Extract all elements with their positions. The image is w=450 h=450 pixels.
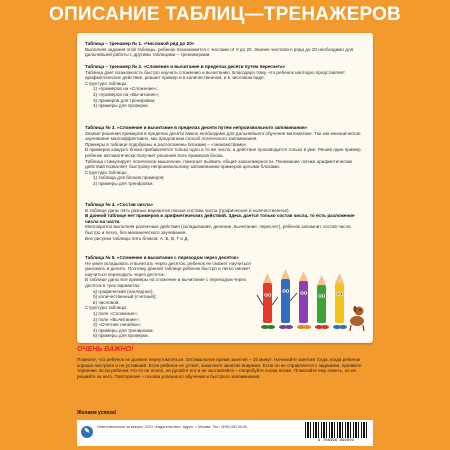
publisher-logo-icon: ✎ (81, 426, 93, 438)
section-5-variant: б) количественный (счетный); (93, 294, 157, 300)
publisher-info: Ответственность за выпуск: ООО «Издательство». Адрес: г. Москва. Тел.: (495) 000-00-00. (97, 425, 249, 429)
section-5-item: 2) поле «Вычитание»; (93, 316, 140, 322)
footer (77, 420, 373, 446)
section-2-heading: Таблица – тренажер № 2. «Сложение и вычитание в пределах десяти путем пересчета» (85, 64, 286, 69)
purple-crayon-character (297, 271, 311, 329)
important-heading: ОЧЕНЬ ВАЖНО! (77, 346, 134, 353)
section-4-text-3: Все рисунки таблицы пять блоков: А, Б, В, Г и Д. (85, 235, 189, 241)
barcode-icon (305, 422, 367, 438)
section-4-bold-text: В данной таблице нет примеров и арифметических действий. Здесь дается только состав числа, то есть разложение числа на части. (85, 213, 355, 224)
dog-character (350, 306, 364, 331)
section-2-list-title: Структура таблицы: (85, 80, 128, 86)
section-5-variant: а) графический (наглядное); (93, 288, 154, 294)
section-4-text-2: Многократно выполняя различные действия (складывание, деление, вычитание, пересчет), ребенок запомнит состав числа быстро и легко, без механического заучивания. (85, 224, 351, 235)
closing-wish: Желаем успеха! (77, 410, 117, 416)
description-sheet (77, 33, 373, 343)
section-2-item: 1) «примеров на «Сложение»; (93, 86, 158, 92)
section-3-heading: Таблица № 3. «Сложение и вычитание в пределах десяти путем непроизвольного запоминания» (85, 125, 308, 130)
section-2-text: Таблица дает возможность быстро научить сложению и вычитанию. Благодаря тому, что ребенок наглядно представляет арифметическое действие, решает пример и в количественном, и в числовом виде. (85, 69, 345, 81)
section-table-2 (85, 64, 365, 109)
section-table-3 (85, 125, 365, 187)
section-4-text: В таблице даны пять разных вариантов показа состава числа (графическое и количественное). (85, 207, 290, 213)
section-3-text-4: Таблица стимулирует логическое мышление, помогает выявить общие закономерности. Понимание логики арифметических действий позволяет быстрому непроизвольному запоминанию примеров целыми блоками. (85, 158, 353, 170)
section-3-text-3: В примерах каждого блока прибавляется только одно и то же число, а действие производится только в уме. Решив один пример, ребенок автоматически получает решения всех примеров блока. (85, 147, 362, 158)
section-1-text: Выполняя задания этой таблицы, ребенок познакомится с числами от 0 до 20. Знание числового ряда до 20 необходимо для дальнейшей работы с другими таблицами – тренажерами. (85, 46, 354, 58)
section-3-text: Знание решения примеров в пределах десяти важно необходимо для дальнейшего обучения математике. Так как механическое заучивание малоэффективно, мы предлагаем способ логического запоминания. (85, 130, 361, 142)
section-5-item: 1) поле «Сложение»; (93, 310, 139, 316)
section-5-text-2: В таблице даны все примеры на сложение и вычитание с переходом через десяток в трех вариантах: (85, 277, 246, 288)
blue-crayon-character (279, 269, 297, 329)
section-3-item: 2) примеры для тренировки. (93, 180, 154, 186)
section-5-text: Не умея складывать и вычитать через десяток, ребенок не сможет научиться умножать и делить. Поэтому данной таблице ребенок быстро и легко сможет научиться переходить через десяток. (85, 260, 251, 277)
section-table-4 (85, 202, 365, 241)
section-5-list-title: Структура таблицы: (85, 305, 128, 311)
section-5-item: 3) «Счетная линейка»; (93, 322, 142, 328)
section-2-item: 4) примеры для проверки. (93, 103, 149, 109)
section-5-item: 5) примеры для проверки. (93, 333, 149, 339)
page-title: ОПИСАНИЕ ТАБЛИЦ—ТРЕНАЖЕРОВ (49, 4, 401, 25)
section-5-item: 4) примеры для тренировки; (93, 327, 154, 333)
section-5-heading: Таблица № 5. «Сложение и вычитание с переходом через десяток» (85, 255, 239, 260)
section-1-heading: Таблица – тренажер № 1. «Числовой ряд до 20» (85, 41, 195, 46)
yellow-crayon-character (333, 273, 347, 329)
crayon-characters-illustration (255, 265, 367, 340)
section-4-heading: Таблица № 4. «Состав числа» (85, 202, 154, 207)
section-3-text-2: Примеры в таблице подобраны и расположены блоками – «знакомствами». (85, 141, 248, 147)
section-3-list-title: Структура таблицы: (85, 169, 128, 175)
section-table-1 (85, 41, 365, 58)
section-5-variant: в) числовой. (93, 299, 120, 305)
section-2-item: 3) примеров для тренировки; (93, 97, 156, 103)
red-crayon-character (257, 273, 278, 329)
green-crayon-character (315, 275, 329, 329)
important-note: Помните, что ребенок не должен переутомляться. Оптимальное время занятия – 15 минут. Начинайте занятия тогда, когда ребенок хорошо настроен и не уставший. Если ребенок не устает, закончите занятие вовремя. Если он не справляется с заданием, проявите терпение. Если ребенок что-то не понял, не ругайте его и не заставляйте – попробуйте снова позже. Помогайте ему понять, но не решайте за него. Повторение – основа успешного обучения и быстрого запоминания. (77, 357, 362, 379)
section-2-item: 2) «примеров на «Вычитание»; (93, 91, 160, 97)
section-3-item: 1) таблица для блоков примеров; (93, 175, 165, 181)
barcode-number: 9 785999 999001 (317, 439, 354, 443)
section-table-5 (85, 255, 260, 339)
